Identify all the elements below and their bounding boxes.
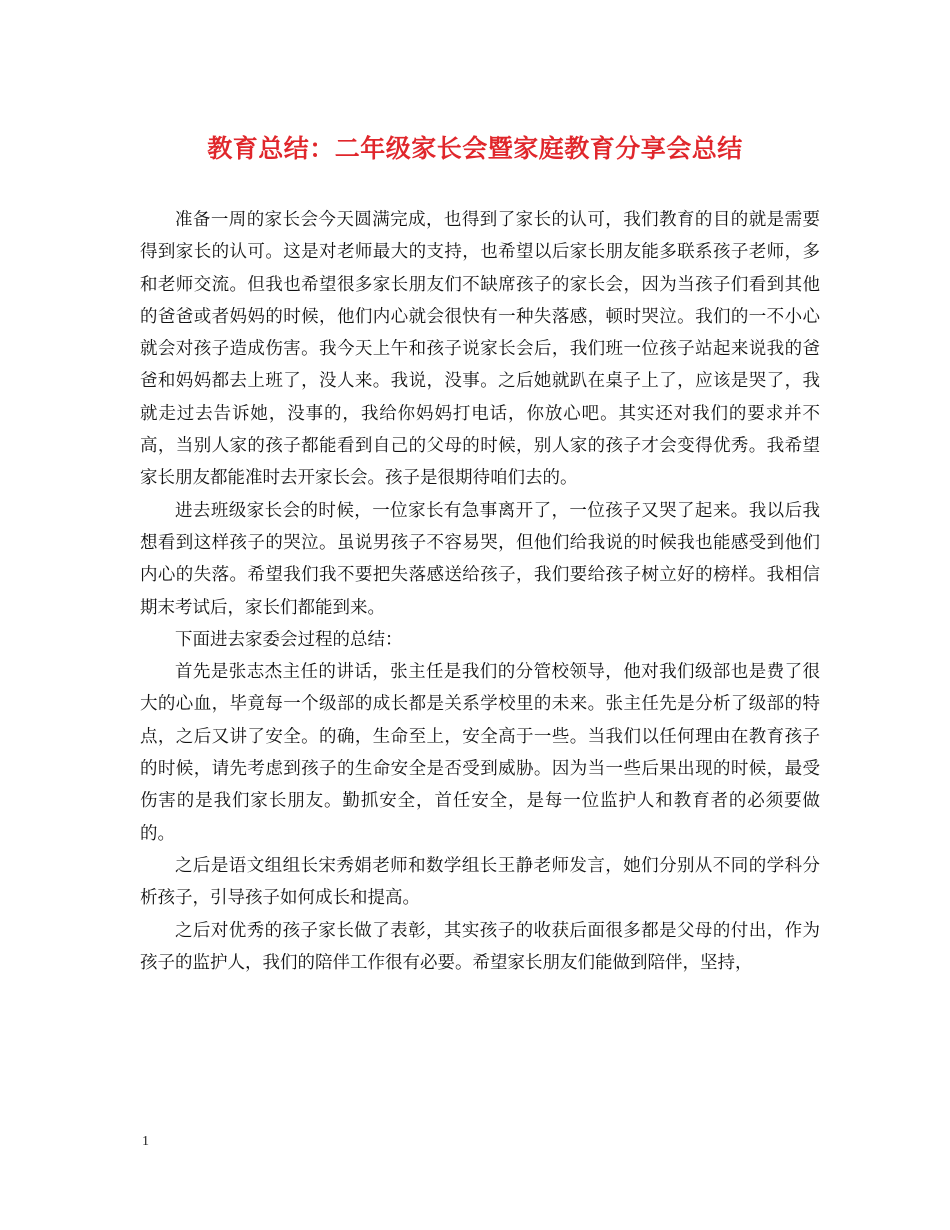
paragraph-4: 首先是张志杰主任的讲话，张主任是我们的分管校领导，他对我们级部也是费了很大的心血，毕竟每一个级部的成长都是关系学校里的未来。张主任先是分析了级部的特点，之后又讲了安全。的确，生命至上，安全高于一些。当我们以任何理由在教育孩子的时候，请先考虑到孩子的生命安全是否受到威胁。因为当一些后果出现的时候，最受伤害的是我们家长朋友。勤抓安全，首任安全，是每一位监护人和教育者的必须要做的。 — [140, 662, 820, 844]
document-title: 教育总结：二年级家长会暨家庭教育分享会总结 — [207, 134, 743, 163]
paragraph-2: 进去班级家长会的时候，一位家长有急事离开了，一位孩子又哭了起来。我以后我想看到这样孩子的哭泣。虽说男孩子不容易哭，但他们给我说的时候我也能感受到他们内心的失落。希望我们我不要把失落感送给孩子，我们要给孩子树立好的榜样。我相信期末考试后，家长们都能到来。 — [140, 500, 820, 618]
paragraph-1: 准备一周的家长会今天圆满完成，也得到了家长的认可，我们教育的目的就是需要得到家长的认可。这是对老师最大的支持，也希望以后家长朋友能多联系孩子老师，多和老师交流。但我也希望很多家长朋友们不缺席孩子的家长会，因为当孩子们看到其他的爸爸或者妈妈的时候，他们内心就会很快有一种失落感，顿时哭泣。我们的一不小心就会对孩子造成伤害。我今天上午和孩子说家长会后，我们班一位孩子站起来说我的爸爸和妈妈都去上班了，没人来。我说，没事。之后她就趴在桌子上了，应该是哭了，我就走过去告诉她，没事的，我给你妈妈打电话，你放心吧。其实还对我们的要求并不高，当别人家的孩子都能看到自己的父母的时候，别人家的孩子才会变得优秀。我希望家长朋友都能准时去开家长会。孩子是很期待咱们去的。 — [140, 210, 820, 489]
paragraph-3: 下面进去家委会过程的总结： — [175, 629, 403, 650]
paragraph-5: 之后是语文组组长宋秀娟老师和数学组长王静老师发言，她们分别从不同的学科分析孩子，引导孩子如何成长和提高。 — [140, 855, 820, 909]
paragraph-6: 之后对优秀的孩子家长做了表彰，其实孩子的收获后面很多都是父母的付出，作为孩子的监护人，我们的陪伴工作很有必要。希望家长朋友们能做到陪伴，坚持， — [140, 920, 820, 973]
page-number: 1 — [142, 1134, 149, 1149]
document-body — [140, 204, 820, 979]
